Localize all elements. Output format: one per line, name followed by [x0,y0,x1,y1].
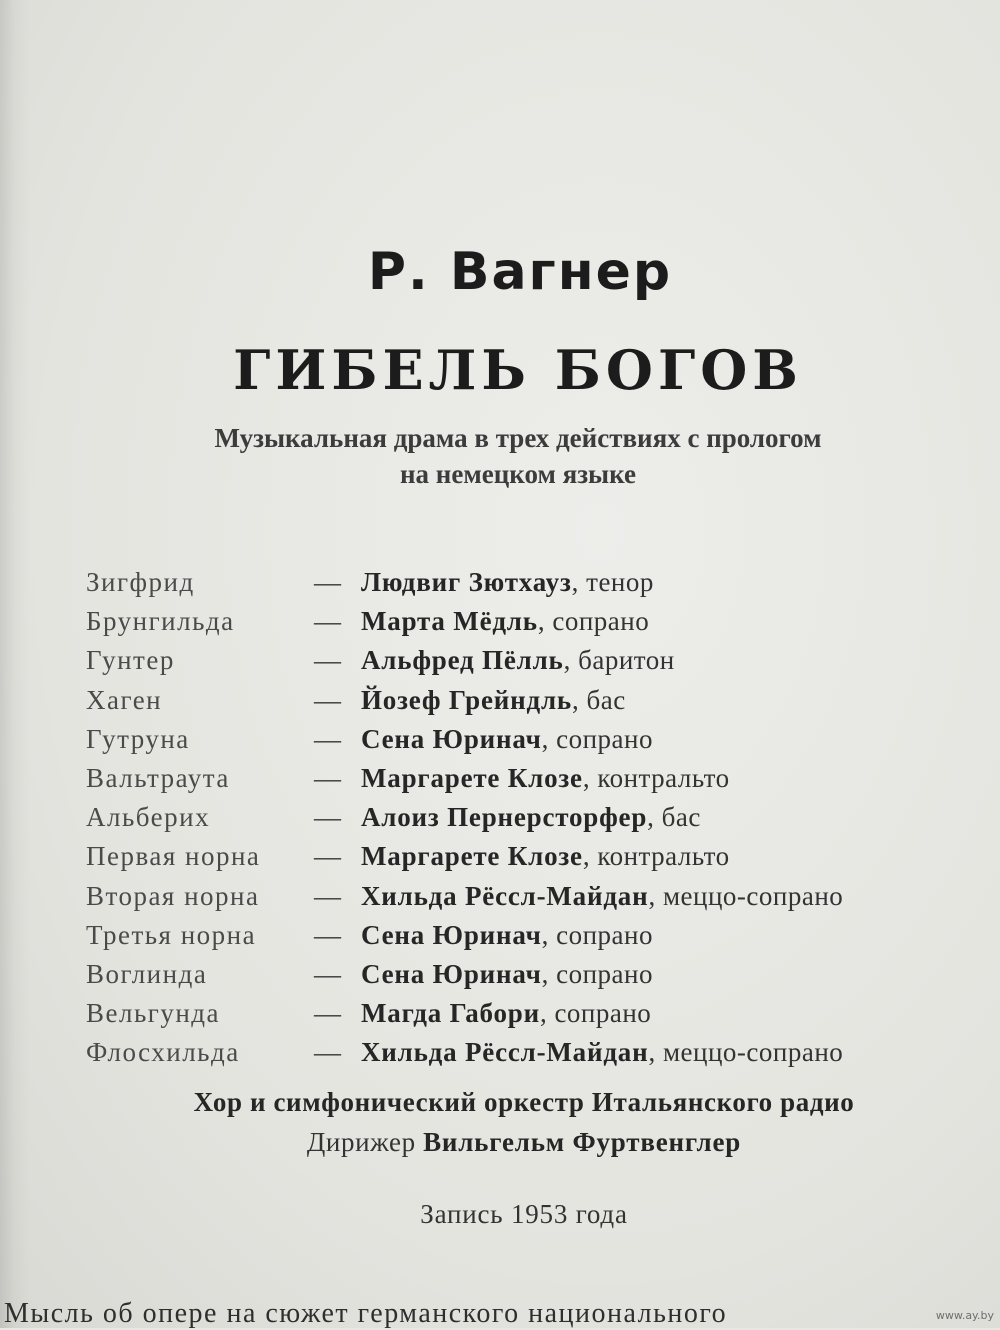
cast-performer [361,877,843,916]
opera-subtitle [18,420,1000,492]
performer-voice: , контральто [582,762,730,793]
cast-row [86,641,986,680]
cast-performer [361,837,730,876]
performer-voice: , баритон [563,645,675,676]
performer-name: Хильда Рёссл-Майдан [361,1037,649,1068]
cast-row [86,994,986,1033]
performer-voice: , бас [647,802,701,833]
cast-row [86,955,986,994]
cast-role: Зигфрид [86,567,195,597]
performer-name: Маргарете Клозе [361,841,583,872]
cast-dash: — [314,998,341,1029]
cast-role: Третья норна [86,919,257,950]
cast-role: Брунгильда [86,606,235,637]
cast-performer [361,798,701,837]
opera-title: ГИБЕЛЬ БОГОВ [233,338,803,402]
cast-row [86,563,986,602]
performer-voice: , сопрано [541,723,653,754]
performer-voice: , сопрано [541,919,653,950]
performer-voice: , сопрано [541,958,653,989]
performer-name: Маргарете Клозе [361,762,583,793]
cast-dash: — [314,606,341,637]
cast-list [86,563,986,1072]
body-text-cutoff: Мысль об опере на сюжет германского национального [4,1298,728,1329]
cast-performer [361,1033,843,1072]
cast-row [86,759,986,798]
performer-name: Сена Юринач [361,958,542,989]
performer-name: Альфред Пёлль [361,645,564,676]
cast-dash: — [314,802,341,833]
performer-name: Алоиз Пернерсторфер [361,802,648,833]
cast-row [86,1033,986,1072]
cast-dash: — [314,684,341,715]
subtitle-line: Музыкальная драма в трех действиях с прологом [214,423,822,453]
cast-dash: — [314,723,341,754]
cast-role: Гутруна [86,723,190,754]
cast-performer [361,602,649,641]
cast-performer [361,916,653,955]
cast-role: Первая норна [86,841,261,872]
cast-role: Гунтер [86,645,175,676]
recording-year: Запись 1953 года [420,1199,628,1229]
cast-role: Хаген [86,684,163,715]
cast-performer [361,681,626,720]
conductor-label: Дирижер [306,1127,424,1157]
performer-voice: , меццо-сопрано [648,1037,844,1068]
performer-name: Йозеф Грейндль [361,684,572,715]
chorus-orchestra-credit: Хор и симфонический оркестр Итальянского радио [193,1087,855,1117]
site-watermark: www.ay.by [935,1309,994,1322]
performer-name: Марта Мёдль [361,606,538,637]
performer-voice: , сопрано [539,998,652,1029]
performer-voice: , сопрано [537,606,650,637]
cast-dash: — [314,567,341,597]
conductor-name: Вильгельм Фуртвенглер [423,1127,742,1157]
performer-voice: , меццо-сопрано [648,880,844,911]
cast-row [86,916,986,955]
cast-performer [361,720,653,759]
cast-row [86,837,986,876]
performer-voice: , тенор [571,567,654,597]
performer-name: Сена Юринач [361,919,542,950]
conductor-credit [24,1127,1000,1158]
cast-row [86,681,986,720]
cast-dash: — [314,919,341,950]
cast-dash: — [314,958,341,989]
cast-dash: — [314,762,341,793]
cast-dash: — [314,1037,341,1068]
cast-role: Альберих [86,802,211,833]
cast-role: Вельгунда [86,998,221,1029]
performer-name: Людвиг Зютхауз [361,567,572,597]
cast-row [86,602,986,641]
cast-dash: — [314,880,341,911]
cast-dash: — [314,645,341,676]
cast-dash: — [314,841,341,872]
performer-name: Магда Габори [361,998,540,1029]
subtitle-line: на немецком языке [399,459,636,489]
cast-performer [361,759,730,798]
cast-row [86,877,986,916]
performer-name: Хильда Рёссл-Майдан [361,880,649,911]
cast-row [86,720,986,759]
cast-role: Вальтраута [86,762,230,793]
performer-voice: , контральто [582,841,730,872]
cast-row [86,798,986,837]
performer-voice: , бас [571,684,626,715]
composer-name: Р. Вагнер [367,242,673,302]
cast-performer [361,994,651,1033]
performer-name: Сена Юринач [361,723,542,754]
cast-role: Вторая норна [86,880,260,911]
cast-role: Воглинда [86,958,208,989]
cast-role: Флосхильда [86,1037,240,1068]
cast-performer [361,955,653,994]
cast-performer [361,641,675,680]
cast-performer [361,563,654,602]
